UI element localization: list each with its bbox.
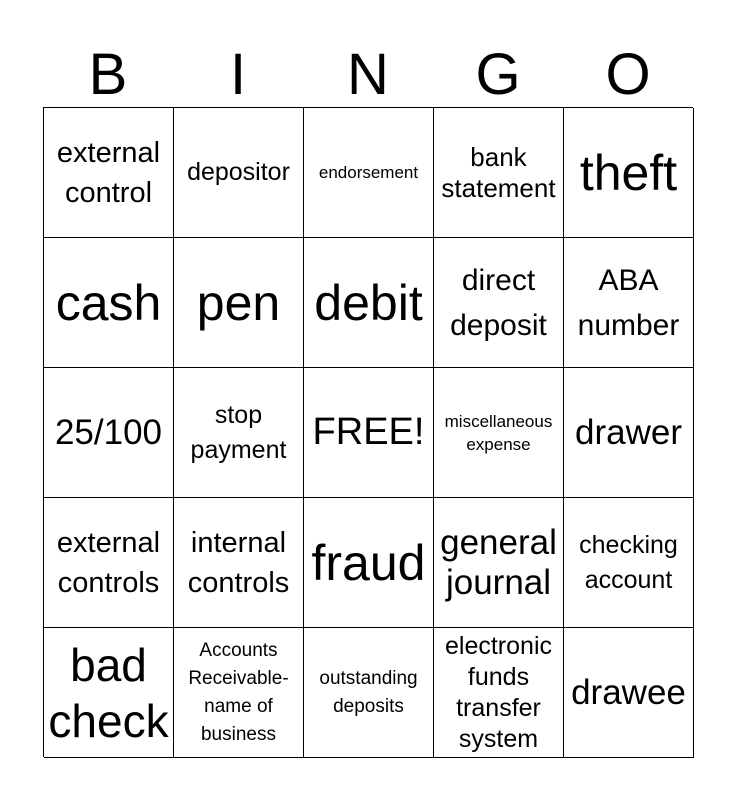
cell-label: stop payment [190,400,287,464]
bingo-cell[interactable] [304,498,434,628]
cell-label: general journal [440,522,557,602]
bingo-cell[interactable] [44,628,174,758]
bingo-cell[interactable] [174,498,304,628]
free-space-cell[interactable] [304,368,434,498]
cell-label: outstanding deposits [319,667,418,717]
bingo-cell[interactable] [434,238,564,368]
cell-label: 25/100 [54,412,163,452]
cell-label: drawer [575,412,682,452]
free-space-label: FREE! [312,411,425,453]
cell-label: bad check [48,638,169,747]
cell-label: checking account [579,530,678,594]
bingo-cell[interactable] [434,108,564,238]
header-letter-b: B [88,42,128,107]
header-letter-g: G [475,42,521,107]
bingo-cell[interactable] [434,368,564,498]
bingo-cell[interactable] [564,238,694,368]
bingo-cell[interactable] [564,498,694,628]
bingo-cell[interactable] [304,108,434,238]
bingo-header [43,42,693,108]
bingo-cell[interactable] [174,108,304,238]
bingo-cell[interactable] [434,498,564,628]
cell-label: internal controls [187,526,290,599]
cell-label: external controls [56,526,161,599]
cell-label: miscellaneous expense [444,411,553,454]
cell-label: theft [579,144,678,201]
cell-label: debit [314,274,423,331]
bingo-cell[interactable] [564,628,694,758]
cell-label: external control [56,136,161,209]
bingo-cell[interactable] [564,108,694,238]
bingo-cell[interactable] [564,368,694,498]
header-letter-o: O [605,42,651,107]
cell-label: direct deposit [450,263,547,342]
cell-label: cash [55,274,162,331]
cell-label: Accounts Receivable- name of business [188,639,289,745]
cell-label: bank statement [441,141,556,203]
bingo-cell[interactable] [174,628,304,758]
cell-label: fraud [311,534,426,591]
bingo-board [43,107,693,757]
cell-label: pen [196,274,281,331]
bingo-cell[interactable] [304,238,434,368]
cell-label: depositor [187,158,290,186]
bingo-cell[interactable] [44,238,174,368]
bingo-cell[interactable] [44,498,174,628]
bingo-cell[interactable] [174,238,304,368]
bingo-cell[interactable] [174,368,304,498]
cell-label: drawee [571,672,686,712]
header-letter-i: I [229,42,247,107]
cell-label: endorsement [318,163,419,182]
bingo-cell[interactable] [304,628,434,758]
bingo-cell[interactable] [44,368,174,498]
cell-label: ABA number [577,263,680,342]
bingo-cell[interactable] [44,108,174,238]
header-letter-n: N [347,42,389,107]
bingo-cell[interactable] [434,628,564,758]
cell-label: electronic funds transfer system [445,631,552,753]
